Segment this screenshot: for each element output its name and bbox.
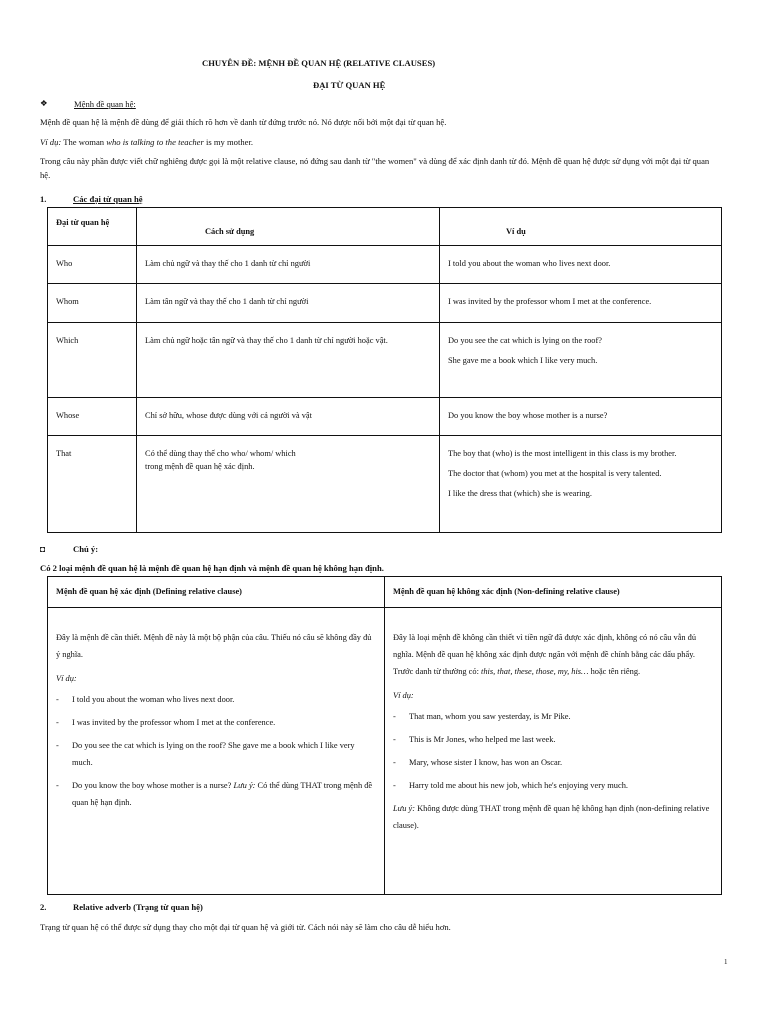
usage-cell: Chỉ sở hữu, whose được dùng với cả người và vật bbox=[137, 398, 440, 436]
list-item: - Do you see the cat which is lying on the roof? She gave me a book which I like very much. bbox=[56, 737, 376, 771]
table-row bbox=[48, 284, 722, 323]
intro-explanation: Trong câu này phần được viết chữ nghiêng được gọi là một relative clause, nó đứng sau danh từ "the women" và dùng để xác định danh từ đó. Mệnh đề quan hệ được sử dụng với một đại từ quan hệ. bbox=[40, 156, 710, 180]
defining-note-label: Lưu ý: bbox=[233, 781, 256, 790]
list-item: - Mary, whose sister I know, has won an Oscar. bbox=[393, 754, 713, 771]
intro-example bbox=[40, 137, 253, 147]
table-row bbox=[48, 323, 722, 398]
list-item-text: Harry told me about his new job, which he's enjoying very much. bbox=[409, 781, 628, 790]
non-defining-header: Mệnh đề quan hệ không xác định (Non-defining relative clause) bbox=[385, 577, 722, 608]
list-item-text bbox=[72, 777, 376, 811]
example-cell: I told you about the woman who lives next door. bbox=[440, 246, 722, 284]
intro-heading: Mệnh đề quan hệ: bbox=[74, 99, 136, 109]
usage-cell: Làm tân ngữ và thay thế cho 1 danh từ chỉ người bbox=[137, 284, 440, 323]
non-defining-note bbox=[393, 800, 713, 834]
note-intro: Có 2 loại mệnh đề quan hệ là mệnh đề quan hệ hạn định và mệnh đề quan hệ không hạn định. bbox=[40, 563, 384, 573]
list-item: - Harry told me about his new job, which he's enjoying very much. bbox=[393, 777, 713, 794]
section1-heading: Các đại từ quan hệ bbox=[73, 194, 143, 204]
table-row bbox=[48, 436, 722, 533]
usage-cell: Làm chủ ngữ hoặc tân ngữ và thay thế cho 1 danh từ chỉ người hoặc vật. bbox=[137, 323, 440, 398]
list-item-text: That man, whom you saw yesterday, is Mr Pike. bbox=[409, 712, 571, 721]
usage-line: trong mệnh đề quan hệ xác định. bbox=[145, 462, 255, 471]
intro-bullet-icon: ❖ bbox=[40, 98, 48, 108]
usage-line: Có thể dùng thay thế cho who/ whom/ which bbox=[145, 449, 296, 458]
non-defining-example-label-text: Ví dụ: bbox=[393, 691, 414, 700]
list-item: - This is Mr Jones, who helped me last week. bbox=[393, 731, 713, 748]
list-item-text: This is Mr Jones, who helped me last week. bbox=[409, 735, 556, 744]
intro-definition: Mệnh đề quan hệ là mệnh đề dùng để giải thích rõ hơn về danh từ đứng trước nó. Nó được nối bởi một đại từ quan hệ. bbox=[40, 117, 447, 127]
section2-heading: Relative adverb (Trạng từ quan hệ) bbox=[73, 902, 203, 912]
table-row bbox=[48, 608, 722, 895]
example-line: She gave me a book which I like very much. bbox=[448, 356, 598, 365]
pronoun-cell: That bbox=[48, 436, 137, 533]
table-header-row bbox=[48, 577, 722, 608]
example-cell: I was invited by the professor whom I met at the conference. bbox=[440, 284, 722, 323]
example-cell bbox=[440, 323, 722, 398]
non-defining-desc bbox=[393, 629, 713, 680]
defining-example-label bbox=[56, 670, 376, 687]
non-defining-desc-italic: this, that, these, those, my, his… bbox=[481, 667, 589, 676]
table-header-row bbox=[48, 208, 722, 246]
list-item: - That man, whom you saw yesterday, is Mr Pike. bbox=[393, 708, 713, 725]
intro-example-label: Ví dụ: bbox=[40, 137, 62, 147]
non-defining-desc-before: Đây là loại mệnh đề không cần thiết vì tiền ngữ đã được xác định, không có nó câu vẫn đủ nghĩa. Mệnh đề quan hệ không xác định được ngăn với mệnh đề chính bằng các dấu phẩy. Trước danh từ thường có: bbox=[393, 633, 697, 676]
section2-number: 2. bbox=[40, 902, 47, 912]
header-pronoun: Đại từ quan hệ bbox=[48, 208, 137, 246]
non-defining-note-label: Lưu ý: bbox=[393, 804, 416, 813]
example-cell: Do you know the boy whose mother is a nurse? bbox=[440, 398, 722, 436]
header-example: Ví dụ bbox=[440, 208, 722, 246]
intro-example-before: The woman bbox=[63, 137, 107, 147]
intro-example-after: is my mother. bbox=[203, 137, 254, 147]
non-defining-example-label bbox=[393, 687, 713, 704]
non-defining-desc-after: hoặc tên riêng. bbox=[588, 667, 641, 676]
list-item: - I told you about the woman who lives next door. bbox=[56, 691, 376, 708]
non-defining-cell bbox=[385, 608, 722, 895]
pronoun-cell: Whom bbox=[48, 284, 137, 323]
table-row bbox=[48, 398, 722, 436]
list-item-text: I told you about the woman who lives next door. bbox=[72, 695, 235, 704]
defining-note-text: Có thể dùng THAT trong mệnh đề quan hệ hạn định. bbox=[72, 781, 373, 807]
example-line: I like the dress that (which) she is wearing. bbox=[448, 489, 592, 498]
defining-cell bbox=[48, 608, 385, 895]
defining-desc: Đây là mệnh đề cần thiết. Mệnh đề này là một bộ phận của câu. Thiếu nó câu sẽ không đầy đủ ý nghĩa. bbox=[56, 633, 372, 659]
example-cell bbox=[440, 436, 722, 533]
example-line: The doctor that (whom) you met at the hospital is very talented. bbox=[448, 469, 662, 478]
defining-header: Mệnh đề quan hệ xác định (Defining relative clause) bbox=[48, 577, 385, 608]
list-item: - Do you know the boy whose mother is a nurse? Lưu ý: Có thể dùng THAT trong mệnh đề quan hệ hạn định. bbox=[56, 777, 376, 811]
section2-text: Trạng từ quan hệ có thể được sử dụng thay cho một đại từ quan hệ và giới từ. Cách nói này sẽ làm cho câu dễ hiểu hơn. bbox=[40, 922, 451, 932]
defining-last-item: Do you know the boy whose mother is a nurse? bbox=[72, 781, 234, 790]
section1-number: 1. bbox=[40, 194, 47, 204]
list-item-text: I was invited by the professor whom I met at the conference. bbox=[72, 718, 276, 727]
note-heading: Chú ý: bbox=[73, 544, 99, 554]
document-title: CHUYÊN ĐỀ: MỆNH ĐỀ QUAN HỆ (RELATIVE CLAUSES) bbox=[202, 58, 436, 68]
defining-example-label-text: Ví dụ: bbox=[56, 674, 77, 683]
list-item-text: Do you see the cat which is lying on the roof? She gave me a book which I like very much. bbox=[72, 741, 355, 767]
example-line: Do you see the cat which is lying on the roof? bbox=[448, 336, 602, 345]
note-bullet-icon: ◘ bbox=[40, 544, 46, 554]
table-row bbox=[48, 246, 722, 284]
pronoun-cell: Whose bbox=[48, 398, 137, 436]
non-defining-note-text: Không được dùng THAT trong mệnh đề quan hệ không hạn định (non-defining relative clause). bbox=[393, 804, 710, 830]
relative-pronoun-table bbox=[47, 207, 722, 533]
clause-comparison-table bbox=[47, 576, 722, 895]
header-usage: Cách sử dụng bbox=[137, 208, 440, 246]
document-subtitle: ĐẠI TỪ QUAN HỆ bbox=[313, 80, 386, 90]
usage-cell bbox=[137, 436, 440, 533]
example-line: The boy that (who) is the most intelligent in this class is my brother. bbox=[448, 449, 677, 458]
intro-example-italic: who is talking to the teacher bbox=[106, 137, 204, 147]
pronoun-cell: Who bbox=[48, 246, 137, 284]
page-number: 1 bbox=[724, 958, 728, 966]
pronoun-cell: Which bbox=[48, 323, 137, 398]
usage-cell: Làm chủ ngữ và thay thế cho 1 danh từ chỉ người bbox=[137, 246, 440, 284]
list-item-text: Mary, whose sister I know, has won an Oscar. bbox=[409, 758, 563, 767]
list-item: - I was invited by the professor whom I met at the conference. bbox=[56, 714, 376, 731]
